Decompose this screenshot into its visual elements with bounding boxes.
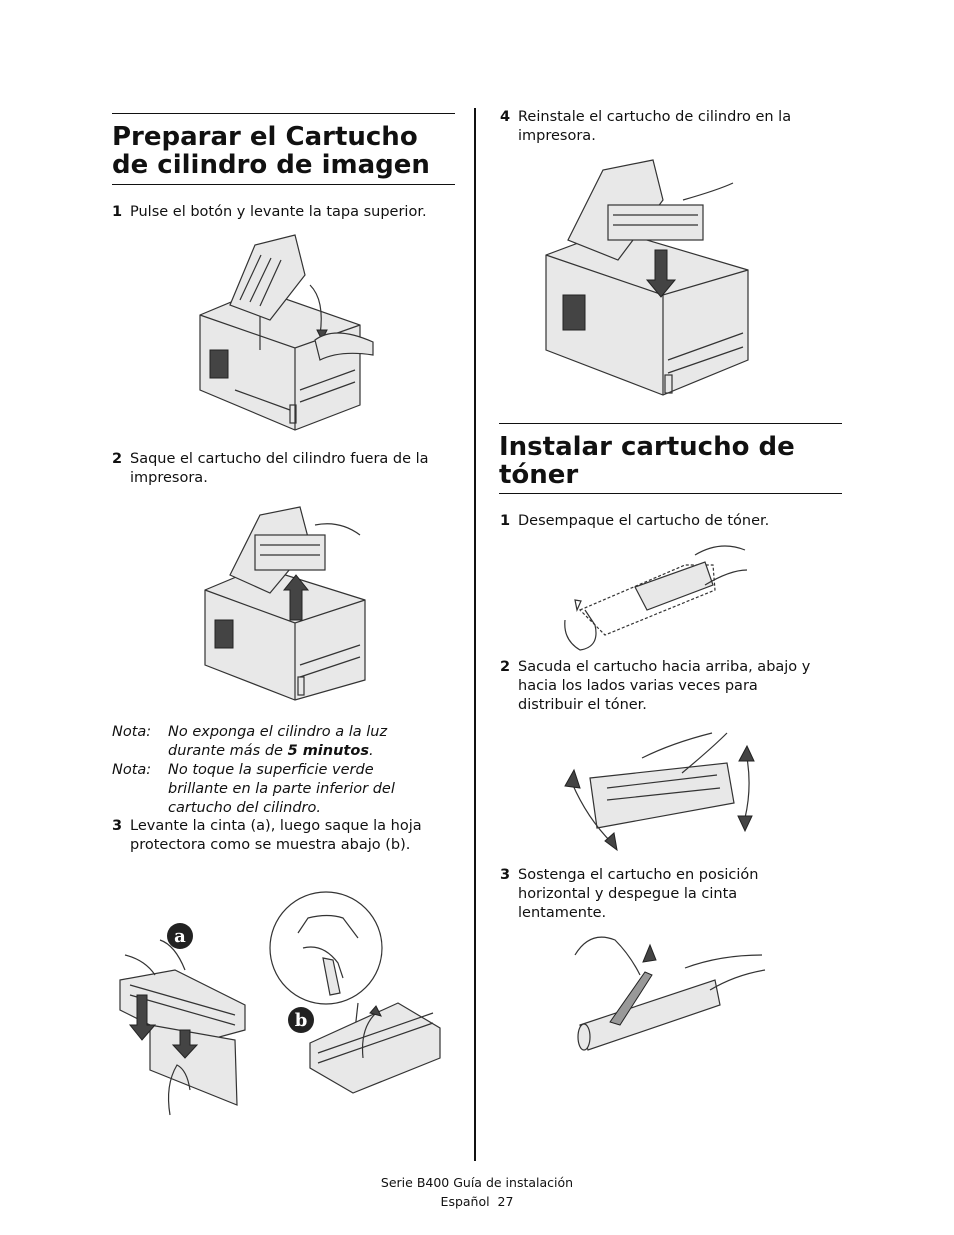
toner-shake-illustration [562,728,762,853]
note-label: Nota: [112,724,152,740]
column-divider [474,108,476,1161]
step-text: Sacuda el cartucho hacia arriba, abajo y hacia los lados varias veces para distribuir el tóner. [518,659,811,713]
drum-removal-illustration [200,505,370,700]
step-number: 4 [500,109,511,125]
callout-a-label: a [174,926,186,947]
step-number: 2 [112,451,123,467]
heading-rule-bottom-left [112,184,455,185]
note-text-before: No exponga el cilindro a la luz durante más de [168,724,388,759]
step-text: Reinstale el cartucho de cilindro en la impresora. [518,109,792,144]
heading-rule-top-right [499,423,842,424]
step-number: 1 [112,204,123,220]
step-number: 2 [500,659,511,675]
step-text: Saque el cartucho del cilindro fuera de la impresora. [130,451,429,486]
tape-removal-illustration [268,888,443,1103]
step-text: Pulse el botón y levante la tapa superior. [130,204,427,220]
drum-reinstall-illustration [543,155,753,395]
footer-page: Español 27 [440,1194,514,1209]
step-number: 3 [112,818,123,834]
note-text [168,723,387,761]
toner-unpack-illustration [555,535,750,655]
note-text-after: . [368,743,374,759]
step-text: Desempaque el cartucho de tóner. [518,513,770,529]
note-label: Nota: [112,762,152,778]
step-text: Levante la cinta (a), luego saque la hoja protectora como se muestra abajo (b). [130,818,422,853]
step-number: 3 [500,867,511,883]
footer-title: Serie B400 Guía de instalación [380,1175,574,1190]
note-emphasis: 5 minutos [287,743,369,759]
callout-b-label: b [294,1010,308,1031]
toner-peel-illustration [570,930,770,1055]
heading-rule-top-left [112,113,455,114]
printer-open-illustration [195,230,380,430]
step-number: 1 [500,513,511,529]
section-heading-drum: Preparar el Cartucho de cilindro de imagen [112,122,430,180]
protective-sheet-illustration [115,920,250,1120]
note-text: No toque la superficie verde brillante en la parte inferior del cartucho del cilindro. [168,762,395,816]
heading-rule-bottom-right [499,493,842,494]
section-heading-toner: Instalar cartucho de tóner [499,432,795,490]
step-text: Sostenga el cartucho en posición horizontal y despegue la cinta lentamente. [518,867,759,921]
